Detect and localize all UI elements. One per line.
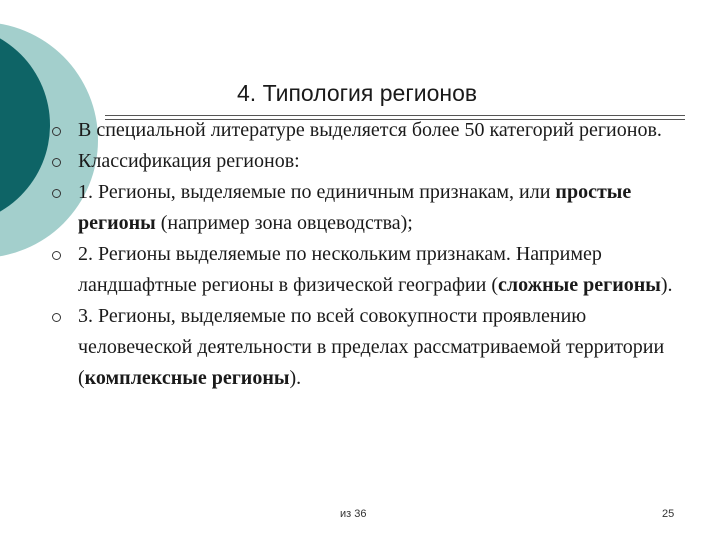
footer-total-pages: из 36 [340,508,367,520]
bullet-item [52,146,702,177]
bullet-text: 1. Регионы, выделяемые по единичным признакам, или [78,181,556,203]
bullet-text: ). [660,274,673,296]
slide-number: 25 [662,508,675,520]
bullet-circle-icon [52,251,61,260]
bullet-text: 2. Регионы выделяемые по нескольким признакам. Например ландшафтные регионы в физической географии ( [78,243,602,296]
bullet-list [52,115,702,394]
bullet-item [52,301,702,394]
bullet-text: 3. Регионы, выделяемые по всей совокупности проявлению человеческой деятельности в пределах рассматриваемой территории ( [78,305,665,389]
bullet-item [52,115,702,146]
bullet-text: (например зона овцеводства); [155,212,413,234]
bullet-circle-icon [52,313,61,322]
bold-term: простые регионы [78,181,632,234]
bullet-text: В специальной литературе выделяется более 50 категорий регионов. [78,119,662,141]
bullet-text: Классификация регионов: [78,150,300,172]
bullet-circle-icon [52,127,61,136]
bullet-item [52,177,702,239]
bullet-circle-icon [52,158,61,167]
slide-title: 4. Типология регионов [237,80,478,106]
bullet-text: ). [289,367,302,389]
bullet-item [52,239,702,301]
bold-term: сложные регионы [498,274,661,296]
bullet-circle-icon [52,189,61,198]
bold-term: комплексные регионы [84,367,290,389]
